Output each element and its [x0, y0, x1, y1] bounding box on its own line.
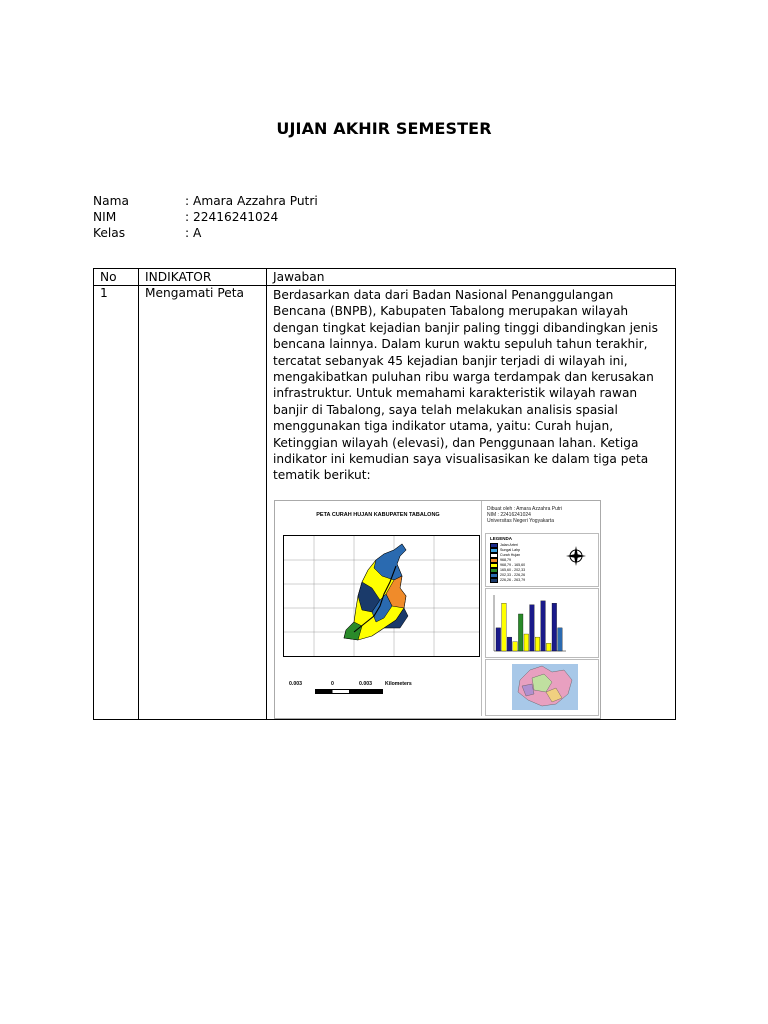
- rainfall-bar-chart: [485, 588, 599, 658]
- legend-label: 165,60 - 202,33: [500, 568, 526, 573]
- chart-bar: [502, 603, 507, 651]
- header-indicator: INDIKATOR: [139, 269, 267, 286]
- identity-label: NIM: [93, 210, 117, 225]
- identity-row-nim: [93, 209, 318, 225]
- identity-value: : Amara Azzahra Putri: [185, 194, 318, 208]
- chart-bar: [518, 614, 523, 651]
- map-legend: [485, 533, 599, 587]
- chart-bar: [496, 628, 501, 651]
- table-header-row: [94, 269, 676, 286]
- table-row: [94, 286, 676, 720]
- legend-label: 968,79: [500, 558, 511, 563]
- map-credit: [487, 506, 597, 524]
- scale-label: 0.003: [359, 680, 372, 687]
- page-title: UJIAN AKHIR SEMESTER: [276, 119, 492, 138]
- rainfall-map-image: [284, 536, 479, 656]
- inset-map: [485, 659, 599, 716]
- identity-block: [93, 193, 318, 242]
- row-answer-cell: [267, 286, 676, 720]
- identity-row-name: [93, 193, 318, 209]
- answer-text: Berdasarkan data dari Badan Nasional Penanggulangan Bencana (BNPB), Kabupaten Tabalong merupakan wilayah dengan tingkat kejadian banjir paling tinggi dibandingkan jenis bencana lainnya. Dalam kurun waktu sepuluh tahun terakhir, tercatat sebanyak 45 kejadian banjir terjadi di wilayah ini, mengakibatkan puluhan ribu warga terdampak dan kerusakan infrastruktur. Untuk memahami karakteristik wilayah rawan banjir di Tabalong, saya telah melakukan analisis spasial menggunakan tiga indikator utama, yaitu: Curah hujan, Ketinggian wilayah (elevasi), dan Penggunaan lahan. Ketiga indikator ini kemudian saya visualisasikan ke dalam tiga peta tematik berikut:: [273, 288, 658, 483]
- chart-bar: [552, 603, 557, 651]
- chart-bar: [535, 637, 540, 651]
- inset-map-image: [486, 660, 598, 715]
- map-panel: [275, 501, 482, 716]
- legend-label: 968,79 - 165,60: [500, 563, 526, 568]
- legend-label: Curah Hujan: [500, 553, 521, 558]
- identity-row-kelas: [93, 225, 318, 241]
- credit-line: Dibuat oleh : Amara Azzahra Putri: [487, 505, 563, 512]
- chart-bar: [524, 634, 529, 651]
- scale-label: Kilometers: [385, 680, 412, 687]
- chart-bar: [507, 637, 512, 651]
- row-no: 1: [94, 286, 139, 720]
- identity-value: : 22416241024: [185, 210, 279, 225]
- header-no: No: [94, 269, 139, 286]
- scale-bar-group: [289, 681, 469, 701]
- row-indicator: Mengamati Peta: [139, 286, 267, 720]
- legend-swatch: [490, 578, 498, 583]
- legend-item: [490, 578, 525, 583]
- identity-value: : A: [185, 226, 202, 241]
- legend-label: 202,33 - 226,26: [500, 573, 526, 578]
- legend-label: 226,26 - 263,79: [500, 578, 526, 583]
- header-answer: Jawaban: [267, 269, 676, 286]
- scale-label: 0: [331, 680, 334, 687]
- identity-label: Nama: [93, 194, 129, 208]
- scale-bar: [315, 689, 383, 694]
- compass-rose-icon: [564, 544, 588, 568]
- answer-table: [93, 268, 676, 720]
- chart-bar: [546, 643, 551, 651]
- identity-label: Kelas: [93, 226, 126, 241]
- chart-bar: [541, 601, 546, 651]
- chart-bar: [558, 628, 563, 651]
- legend-label: Sungai Lahp: [500, 548, 521, 553]
- legend-title: LEGENDA: [490, 535, 513, 541]
- rainfall-map-figure: [274, 500, 601, 719]
- chart-bar: [530, 605, 535, 651]
- bar-chart-svg: [486, 589, 598, 657]
- chart-bar: [513, 642, 518, 651]
- credit-line: Universitas Negeri Yogyakarta: [487, 517, 554, 524]
- map-title: PETA CURAH HUJAN KABUPATEN TABALONG: [316, 511, 440, 518]
- map-frame: [283, 535, 480, 657]
- scale-label: 0.003: [289, 680, 302, 687]
- legend-label: Jalan Arteri: [500, 543, 518, 548]
- credit-line: NIM : 22416241024: [487, 511, 531, 518]
